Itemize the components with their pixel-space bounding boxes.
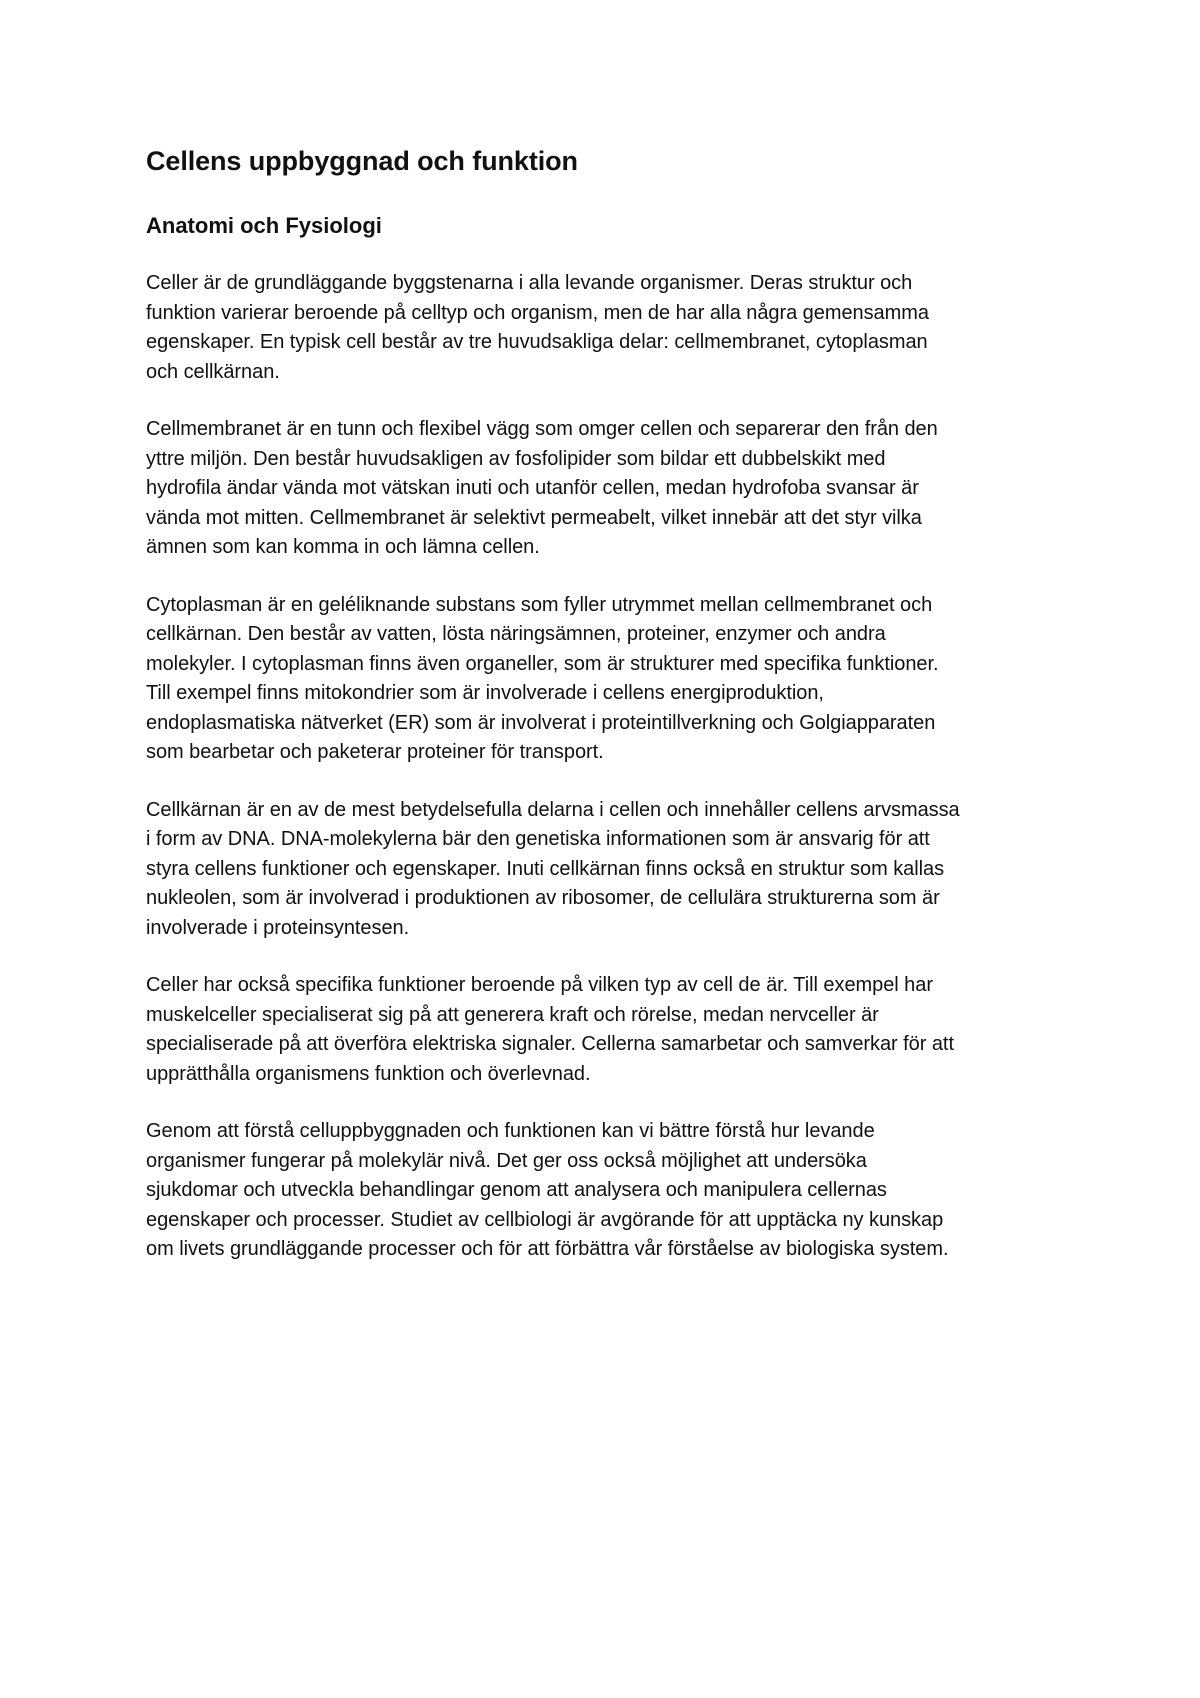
paragraph-line: ämnen som kan komma in och lämna cellen. [146,536,540,558]
document-title: Cellens uppbyggnad och funktion [146,146,578,176]
document-subtitle: Anatomi och Fysiologi [146,213,382,238]
paragraph-line: som bearbetar och paketerar proteiner för transport. [146,741,604,763]
paragraph-line: cellkärnan. Den består av vatten, lösta näringsämnen, proteiner, enzymer och andra [146,623,886,645]
paragraph-line: involverade i proteinsyntesen. [146,916,410,939]
paragraph-line: funktion varierar beroende på celltyp och organism, men de har alla några gemensamma [146,301,929,324]
paragraph-line: Genom att förstå celluppbyggnaden och funktionen kan vi bättre förstå hur levande [146,1120,875,1142]
paragraph-line: egenskaper och processer. Studiet av cellbiologi är avgörande för att upptäcka ny kunskap [146,1208,944,1231]
paragraph-line: Cellmembranet är en tunn och flexibel vägg som omger cellen och separerar den från den [146,418,938,440]
paragraph-line: specialiserade på att överföra elektriska signaler. Cellerna samarbetar och samverkar för att [146,1033,954,1055]
paragraph-line: Celler har också specifika funktioner beroende på vilken typ av cell de är. Till exempel har [146,974,933,996]
paragraph-line: Cytoplasman är en geléliknande substans som fyller utrymmet mellan cellmembranet och [146,593,933,616]
document-body [146,269,1076,1265]
paragraph-line: yttre miljön. Den består huvudsakligen av fosfolipider som bildar ett dubbelskikt med [146,447,886,470]
paragraph-line: nukleolen, som är involverad i produktionen av ribosomer, de cellulära strukturerna som är [146,887,940,909]
paragraph-line: egenskaper. En typisk cell består av tre huvudsakliga delar: cellmembranet, cytoplasman [146,331,928,353]
body-paragraph [146,591,1076,768]
paragraph-line: sjukdomar och utveckla behandlingar genom att analysera och manipulera cellernas [146,1179,887,1201]
body-paragraph [146,415,1076,563]
paragraph-line: Celler är de grundläggande byggstenarna i alla levande organismer. Deras struktur och [146,272,913,294]
paragraph-line: molekyler. I cytoplasman finns även organeller, som är strukturer med specifika funktioner. [146,652,939,675]
paragraph-line: och cellkärnan. [146,360,280,383]
document-content [146,142,1076,1265]
paragraph-line: hydrofila ändar vända mot vätskan inuti och utanför cellen, medan hydrofoba svansar är [146,477,919,499]
paragraph-line: upprätthålla organismens funktion och överlevnad. [146,1062,591,1085]
body-paragraph [146,269,1076,387]
paragraph-line: muskelceller specialiserat sig på att generera kraft och rörelse, medan nervceller är [146,1003,879,1026]
body-paragraph [146,796,1076,944]
paragraph-line: om livets grundläggande processer och för att förbättra vår förståelse av biologiska system. [146,1238,949,1260]
paragraph-line: styra cellens funktioner och egenskaper. Inuti cellkärnan finns också en struktur som kallas [146,857,945,880]
paragraph-line: organismer fungerar på molekylär nivå. Det ger oss också möjlighet att undersöka [146,1149,867,1172]
body-paragraph [146,971,1076,1089]
paragraph-line: i form av DNA. DNA-molekylerna bär den genetiska informationen som är ansvarig för att [146,828,930,850]
paragraph-line: Cellkärnan är en av de mest betydelsefulla delarna i cellen och innehåller cellens arvsmassa [146,798,960,821]
body-paragraph [146,1117,1076,1265]
paragraph-line: vända mot mitten. Cellmembranet är selektivt permeabelt, vilket innebär att det styr vilka [146,506,922,529]
paragraph-line: Till exempel finns mitokondrier som är involverade i cellens energiproduktion, [146,682,824,704]
paragraph-line: endoplasmatiska nätverket (ER) som är involverat i proteintillverkning och Golgiapparaten [146,711,936,734]
